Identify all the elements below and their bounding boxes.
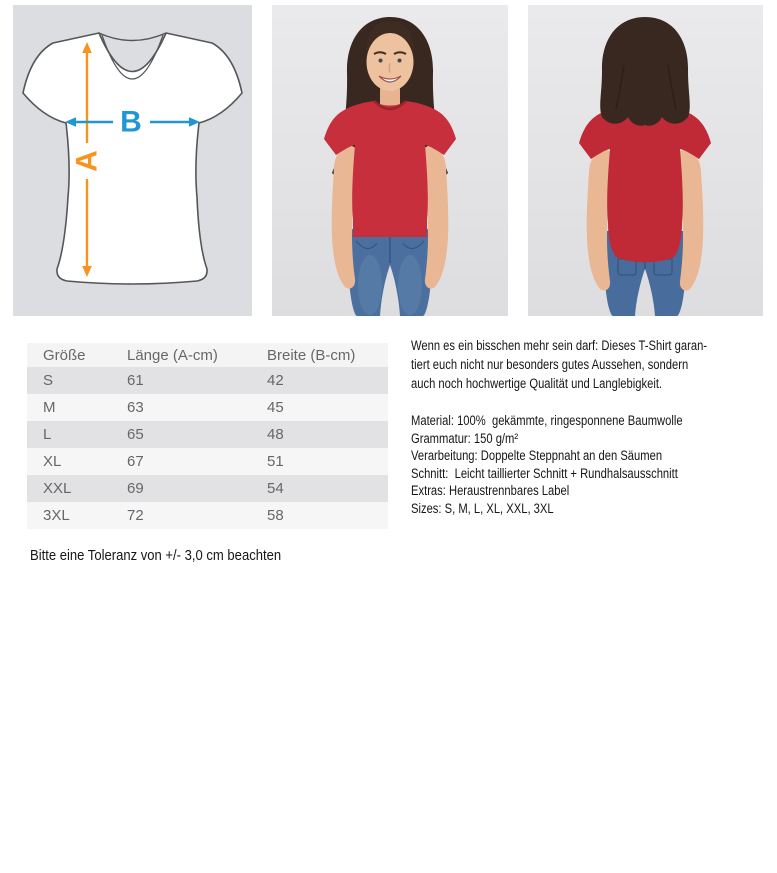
spec-extras: Extras: Heraustrennbares Label (411, 483, 570, 498)
spec-grammatur: Grammatur: 150 g/m² (411, 430, 519, 446)
size-cell: 3XL (27, 502, 127, 529)
model-back-photo (528, 5, 763, 316)
width-cell: 45 (267, 394, 388, 421)
length-cell: 67 (127, 448, 267, 475)
size-cell: S (27, 367, 127, 394)
table-row-s (27, 367, 388, 394)
description-line: Wenn es ein bisschen mehr sein darf: Dieses T-Shirt garan- (411, 338, 708, 353)
table-row-m (27, 394, 388, 421)
table-row-l (27, 421, 388, 448)
description-line: auch noch hochwertige Qualität und Langlebigkeit. (411, 376, 663, 391)
header-breite: Breite (B-cm) (267, 343, 388, 367)
length-cell: 72 (127, 502, 267, 529)
model-back-illustration (528, 5, 763, 316)
width-cell: 42 (267, 367, 388, 394)
hair-back-view (600, 17, 690, 126)
size-diagram-image (13, 5, 252, 316)
spec-sizes: Sizes: S, M, L, XL, XXL, 3XL (411, 500, 554, 516)
description-line: tiert euch nicht nur besonders gutes Aussehen, sondern (411, 357, 689, 372)
table-row-3xl (27, 502, 388, 529)
table-row-xxl (27, 475, 388, 502)
table-row-xl (27, 448, 388, 475)
length-cell: 63 (127, 394, 267, 421)
product-description (411, 336, 707, 517)
width-cell: 54 (267, 475, 388, 502)
spec-schnitt: Schnitt: Leicht taillierter Schnitt + Rundhalsausschnitt (411, 465, 678, 481)
size-cell: M (27, 394, 127, 421)
size-cell: L (27, 421, 127, 448)
size-cell: XXL (27, 475, 127, 502)
size-cell: XL (27, 448, 127, 475)
length-cell: 65 (127, 421, 267, 448)
spec-material: Material: 100% gekämmte, ringesponnene Baumwolle (411, 413, 683, 428)
description-specs (411, 412, 707, 517)
spec-verarbeitung: Verarbeitung: Doppelte Steppnaht an den Säumen (411, 448, 663, 463)
tshirt-outline-diagram (13, 5, 252, 316)
width-cell: 48 (267, 421, 388, 448)
width-cell: 58 (267, 502, 388, 529)
header-groesse: Größe (27, 343, 127, 367)
size-table-header-row (27, 343, 388, 367)
description-intro (411, 336, 707, 393)
header-laenge: Länge (A-cm) (127, 343, 267, 367)
width-cell: 51 (267, 448, 388, 475)
model-front-illustration (272, 5, 508, 316)
tolerance-note: Bitte eine Toleranz von +/- 3,0 cm beachten (30, 548, 282, 564)
size-table (27, 343, 388, 529)
model-front-photo (272, 5, 508, 316)
length-cell: 69 (127, 475, 267, 502)
measure-label-a: A (70, 150, 104, 172)
length-cell: 61 (127, 367, 267, 394)
measure-label-b: B (120, 105, 142, 139)
